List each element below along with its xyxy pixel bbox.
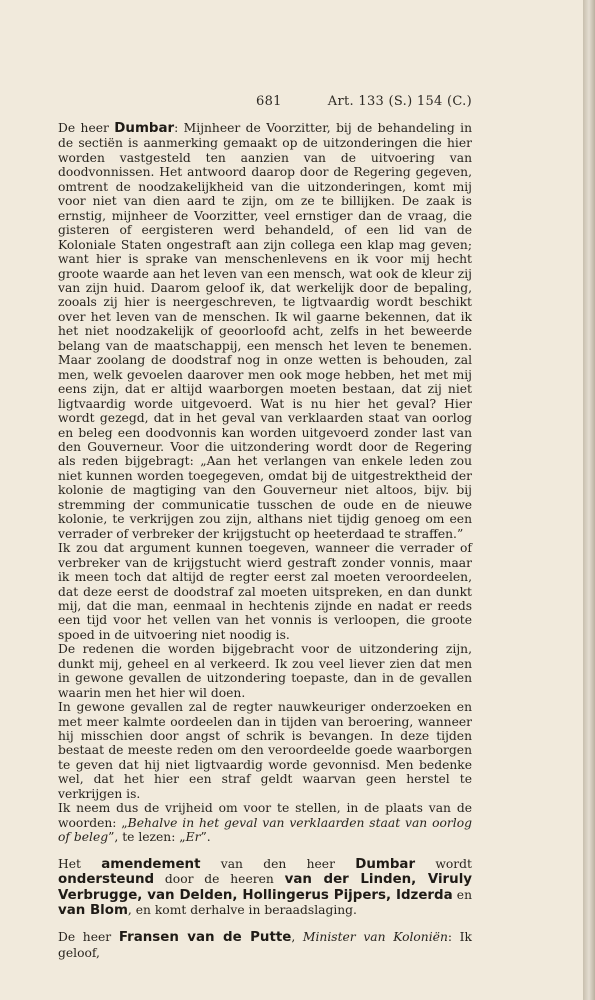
- speaker-or-term: Fransen van de Putte: [118, 930, 292, 946]
- text-run: ”, te lezen: „: [108, 830, 186, 845]
- italic-text: Behalve in het geval van verklaarden staat van oorlog of beleg: [58, 815, 472, 845]
- text-run: en: [452, 887, 472, 902]
- text-run: De heer: [58, 930, 119, 945]
- text-run: wordt: [415, 856, 472, 871]
- paragraph: [58, 857, 472, 919]
- text-run: Ik zou dat argument kunnen toegeven, wanneer die verrader of verbreker van de krijgstucht wierd gestraft zonder vonnis, maar ik meen toch dat altijd de regter eerst zal moeten veroordeelen, dat deze eerst de doodstraf zal moeten uitspreken, en dan dunkt mij, dat die man, eenmaal in hechtenis zijnde en nadat er reeds een tijd voor het vellen van het vonnis is verloopen, die groote spoed in de uitvoering niet noodig is.: [58, 541, 472, 642]
- text-run: van den heer: [200, 856, 356, 871]
- text-run: : Mijnheer de Voorzitter, bij de behandeling in de sectiën is aanmerking gemaakt op de uitzonderingen die hier worden vastgesteld ten aanzien van de uitvoering van doodvonnissen. Het antwoord daarop door de Regering gegeven, omtrent de noodzakelijkheid van die uitzonderingen, komt mij voor niet van dien aard te zijn, om ze te billijken. De zaak is ernstig, mijnheer de Voorzitter, veel ernstiger dan de vraag, die gisteren of eergisteren werd behandeld, of een lid van de Koloniale Staten ongestraft aan zijn collega een klap mag geven; want hier is sprake van menschenlevens en ik voor mij hecht groote waarde aan het leven van een mensch, wat ook de kleur zij van zijn huid. Daarom geloof ik, dat werkelijk door de bepaling, zooals zij hier is neergeschreven, te ligtvaardig wordt beschikt over het leven van de menschen. Ik wil gaarne bekennen, dat ik het niet noodzakelijk of geoorloofd acht, zelfs in het beweerde belang van de maatschappij, een mensch het leven te benemen. Maar zoolang de doodstraf nog in onze wetten is behouden, zal men, welk gevoelen daarover men ook moge hebben, het met mij eens zijn, dat er altijd waarborgen moeten bestaan, dat zij niet ligtvaardig worde uitgevoerd. Wat is nu hier het geval? Hier wordt gezegd, dat in het geval van verklaarden staat van oorlog en beleg een doodvonnis kan worden uitgevoerd zonder last van den Gouverneur. Voor die uitzondering wordt door de Regering als reden bijgebragt: „Aan het verlangen van enkele leden zou niet kunnen worden toegegeven, omdat bij de uitgestrektheid der kolonie de magtiging van den Gouverneur niet altoos, bijv. bij stremming der communicatie tusschen de oude en de nieuwe kolonie, te verkrijgen zou zijn, althans niet tijdig genoeg om een verrader of verbreker der krijgstucht op heeterdaad te straffen.”: [58, 121, 473, 541]
- paragraph: [58, 801, 472, 844]
- paragraph: [58, 930, 472, 960]
- text-run: , en komt derhalve in beraadslaging.: [127, 903, 357, 918]
- text-run: De redenen die worden bijgebracht voor de uitzondering zijn, dunkt mij, geheel en al verkeerd. Ik zou veel liever zien dat men in gewone gevallen de uitzondering toepaste, dan in de gevallen waarin men het hier wil doen.: [58, 642, 472, 700]
- speaker-or-term: amendement: [101, 856, 201, 872]
- paragraph: [58, 700, 472, 801]
- text-run: ”.: [200, 830, 211, 845]
- italic-text: Minister van Koloniën: [302, 930, 448, 945]
- speaker-or-term: van Blom: [58, 903, 128, 919]
- paragraph: [58, 642, 472, 700]
- text-run: door de heeren: [154, 872, 285, 887]
- text-run: ,: [291, 930, 303, 945]
- speaker-or-term: van der Linden, Viruly Verbrugge, van Delden, Hollingerus Pijpers, Idzerda: [58, 872, 473, 903]
- italic-text: Er: [185, 830, 201, 845]
- speaker-or-term: ondersteund: [58, 872, 155, 888]
- text-run: De heer: [58, 121, 115, 135]
- speaker-or-term: Dumbar: [114, 121, 175, 136]
- text-run: In gewone gevallen zal de regter nauwkeuriger onderzoeken en met meer kalmte oordeelen dan in tijden van beroering, wanneer hij misschien door angst of schrik is bevangen. In deze tijden bestaat de meeste reden om den veroordeelde goede waarborgen te geven dat hij niet ligtvaardig worde gevonnisd. Men bedenke wel, dat het hier een straf geldt waarvan geen herstel te verkrijgen is.: [58, 700, 472, 801]
- page-number: 681: [256, 94, 282, 109]
- article-reference: Art. 133 (S.) 154 (C.): [327, 94, 472, 109]
- text-run: : Ik geloof,: [58, 930, 472, 960]
- paragraph: [58, 121, 472, 541]
- book-spine-edge: [583, 0, 595, 1000]
- paragraph: [58, 541, 472, 642]
- text-run: Ik neem dus de vrijheid om voor te stellen, in de plaats van de woorden: „: [58, 801, 472, 830]
- body-text: [58, 121, 472, 960]
- text-run: Het: [58, 856, 102, 871]
- speaker-or-term: Dumbar: [355, 856, 416, 872]
